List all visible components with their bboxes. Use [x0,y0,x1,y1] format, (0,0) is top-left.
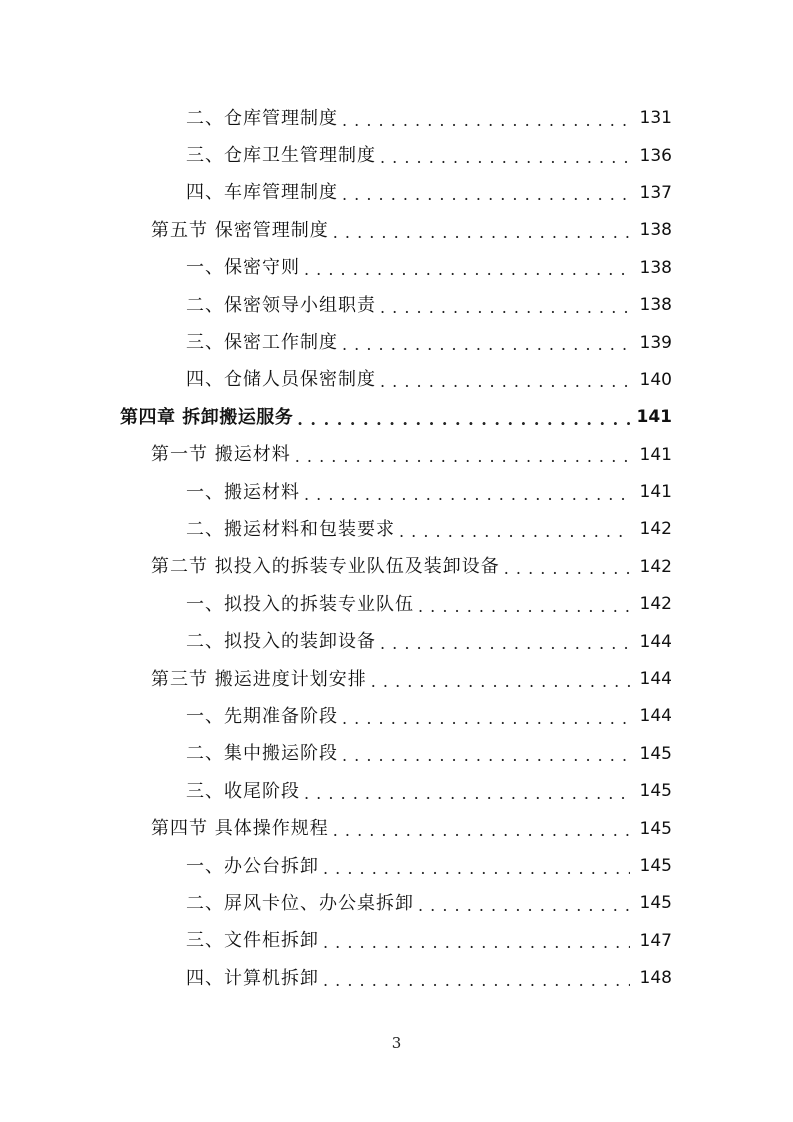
dot-leader [333,225,630,241]
toc-entry-item[interactable] [0,137,793,174]
toc-entry-item[interactable] [0,287,793,324]
toc-entry-page: 142 [639,594,672,615]
toc-entry-title: 一、先期准备阶段 [186,705,338,727]
dot-leader [342,113,630,129]
dot-leader [304,487,630,503]
dot-leader [418,599,630,615]
toc-entry-page: 147 [639,930,672,951]
dot-leader [295,449,630,465]
toc-entry-section[interactable] [0,661,793,698]
dot-leader [342,337,630,353]
toc-entry-section[interactable] [0,212,793,249]
toc-entry-page: 145 [639,781,672,802]
toc-entry-item[interactable] [0,698,793,735]
toc-entry-title: 一、办公台拆卸 [186,855,319,877]
toc-entry-item[interactable] [0,100,793,137]
toc-entry-item[interactable] [0,511,793,548]
toc-entry-page: 144 [639,669,672,690]
toc-entry-page: 145 [639,743,672,764]
toc-entry-page: 142 [639,519,672,540]
dot-leader [304,262,630,278]
dot-leader [418,898,630,914]
toc-entry-title: 第三节 搬运进度计划安排 [151,668,367,690]
toc-entry-item[interactable] [0,250,793,287]
toc-entry-page: 140 [639,369,672,390]
toc-entry-page: 139 [639,332,672,353]
toc-entry-title: 二、集中搬运阶段 [186,743,338,765]
toc-entry-item[interactable] [0,736,793,773]
toc-entry-chapter[interactable] [0,399,793,436]
toc-entry-title: 四、车库管理制度 [186,182,338,204]
dot-leader [380,636,630,652]
toc-entry-page: 145 [639,856,672,876]
toc-entry-page: 136 [639,145,672,166]
toc-entry-item[interactable] [0,362,793,399]
toc-entry-section[interactable] [0,549,793,586]
toc-entry-item[interactable] [0,474,793,511]
toc-entry-page: 144 [639,631,672,652]
toc-entry-title: 三、文件柜拆卸 [186,930,319,952]
toc-entry-title: 四、仓储人员保密制度 [186,369,376,391]
dot-leader [342,748,630,764]
toc-entry-section[interactable] [0,810,793,847]
toc-entry-title: 四、计算机拆卸 [186,967,319,989]
toc-entry-title: 三、收尾阶段 [186,780,300,802]
toc-entry-item[interactable] [0,175,793,212]
toc-entry-title: 一、搬运材料 [186,481,300,503]
toc-entry-page: 145 [639,893,672,914]
toc-entry-title: 一、保密守则 [186,257,300,279]
toc-entry-page: 131 [639,108,672,129]
toc-entry-title: 第四章 拆卸搬运服务 [120,406,294,428]
dot-leader [371,674,630,690]
dot-leader [323,861,630,877]
toc-entry-title: 第一节 搬运材料 [151,444,291,466]
toc-entry-title: 第二节 拟投入的拆装专业队伍及装卸设备 [151,556,500,578]
toc-entry-title: 三、保密工作制度 [186,332,338,354]
toc-entry-title: 第五节 保密管理制度 [151,219,329,241]
toc-entry-item[interactable] [0,623,793,660]
dot-leader [333,823,630,839]
toc-entry-page: 141 [639,444,672,465]
toc-entry-page: 148 [639,968,672,989]
dot-leader [342,711,630,727]
dot-leader [380,150,630,166]
toc-entry-item[interactable] [0,586,793,623]
toc-entry-page: 144 [639,706,672,727]
toc-entry-page: 138 [639,257,672,278]
toc-entry-title: 二、屏风卡位、办公桌拆卸 [186,892,414,914]
toc-entry-page: 141 [639,482,672,503]
toc-entry-page: 142 [639,556,672,577]
dot-leader [323,973,630,989]
toc-entry-title: 三、仓库卫生管理制度 [186,145,376,167]
dot-leader [342,187,630,203]
dot-leader [504,561,630,577]
toc-entry-title: 二、仓库管理制度 [186,107,338,129]
toc-entry-section[interactable] [0,437,793,474]
toc-entry-page: 138 [639,295,672,316]
toc-entry-page: 141 [636,407,672,428]
toc-entry-item[interactable] [0,773,793,810]
toc-entry-title: 二、保密领导小组职责 [186,294,376,316]
dot-leader [323,935,630,951]
toc-entry-item[interactable] [0,848,793,885]
page-number: 3 [391,1034,402,1052]
table-of-contents [0,100,793,997]
dot-leader [304,786,630,802]
toc-entry-title: 第四节 具体操作规程 [151,818,329,840]
dot-leader [399,524,630,540]
toc-entry-item[interactable] [0,324,793,361]
toc-entry-page: 138 [639,220,672,241]
dot-leader [297,412,630,428]
toc-entry-title: 一、拟投入的拆装专业队伍 [186,593,414,615]
dot-leader [380,374,630,390]
toc-entry-title: 二、搬运材料和包装要求 [186,518,395,540]
toc-entry-item[interactable] [0,960,793,997]
toc-entry-item[interactable] [0,923,793,960]
toc-entry-page: 137 [639,182,672,203]
toc-entry-item[interactable] [0,885,793,922]
toc-entry-title: 二、拟投入的装卸设备 [186,631,376,653]
dot-leader [380,300,630,316]
toc-entry-page: 145 [639,818,672,839]
